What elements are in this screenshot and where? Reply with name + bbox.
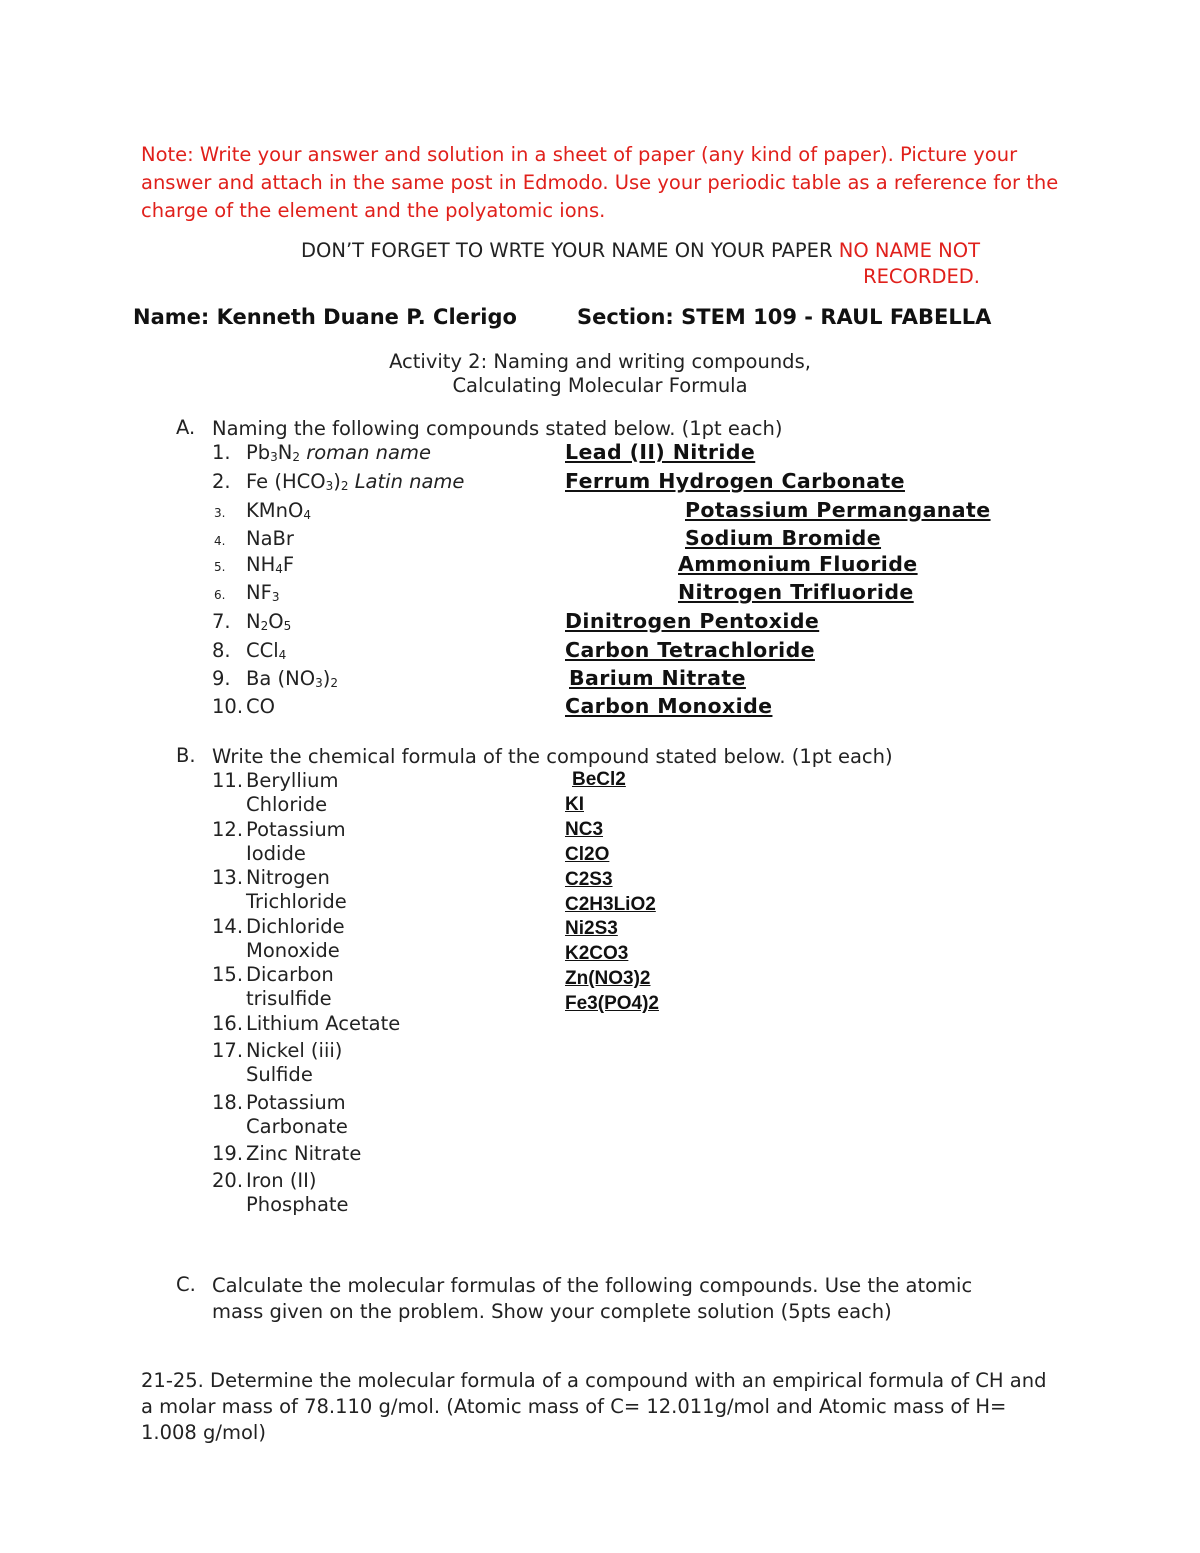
- item-number: 14.: [212, 915, 244, 938]
- item-number: 16.: [212, 1012, 244, 1035]
- question-line-cont: Phosphate: [246, 1193, 349, 1216]
- compound-formula: $N_2O_5$: [246, 610, 292, 633]
- compound-name-answer: Carbon Tetrachloride: [565, 638, 815, 662]
- formula-answer: Zn(NO3)2: [565, 968, 651, 989]
- compound-formula: CCl$_4$: [246, 639, 287, 662]
- question-line-cont: Carbonate: [246, 1115, 348, 1138]
- compound-name-question: [212, 1142, 432, 1166]
- item-number: 12.: [212, 818, 244, 841]
- formula-answer: KI: [565, 794, 584, 815]
- compound-name-answer: Dinitrogen Pentoxide: [565, 609, 820, 633]
- section-b-letter: B.: [176, 744, 196, 767]
- item-number: 15.: [212, 963, 244, 986]
- name-type-note: Latin name: [354, 470, 465, 493]
- item-number: 8.: [212, 639, 231, 662]
- item-number: 9.: [212, 667, 231, 690]
- compound-formula: Ba $(NO_3)_2$: [246, 667, 338, 690]
- instructions-note: Note: Write your answer and solution in a sheet of paper (any kind of paper). Picture your answer and attach in the same post in Edmodo. Use your periodic table as a reference for the charge of the element and the polyatomic ions.: [141, 143, 1059, 222]
- section-a-instruction: Naming the following compounds stated below. (1pt each): [212, 417, 783, 440]
- compound-name-question: [212, 963, 432, 1011]
- question-line: Zinc Nitrate: [246, 1142, 362, 1165]
- compound-name-question: [212, 1039, 432, 1087]
- section-b-instruction: Write the chemical formula of the compound stated below. (1pt each): [212, 745, 893, 768]
- compound-name-answer: Potassium Permanganate: [685, 498, 991, 522]
- compound-formula: $Pb_3N_2$ roman name: [246, 441, 431, 464]
- reminder-warning: NO NAME NOT: [838, 239, 980, 262]
- compound-name-question: [212, 769, 432, 817]
- formula-answer: C2S3: [565, 869, 613, 890]
- section-c-letter: C.: [176, 1273, 196, 1296]
- item-number: 7.: [212, 610, 231, 633]
- compound-name-question: [212, 1091, 432, 1139]
- item-number: 11.: [212, 769, 244, 792]
- compound-name-answer: Sodium Bromide: [685, 526, 882, 550]
- section-c-instruction: Calculate the molecular formulas of the following compounds. Use the atomic mass given on the problem. Show your complete solution (5pts each): [212, 1274, 973, 1323]
- compound-formula: CO: [246, 695, 275, 718]
- item-number: 1.: [212, 441, 231, 464]
- formula-answer: C2H3LiO2: [565, 894, 656, 915]
- compound-name-answer: Carbon Monoxide: [565, 694, 773, 718]
- student-section: Section: STEM 109 - RAUL FABELLA: [577, 305, 992, 329]
- compound-name-answer: Ammonium Fluoride: [678, 552, 918, 576]
- compound-name-question: [212, 915, 432, 963]
- compound-name-answer: Barium Nitrate: [569, 666, 746, 690]
- question-line: Potassium: [246, 1091, 346, 1114]
- name-type-note: roman name: [306, 441, 431, 464]
- formula-answer: Fe3(PO4)2: [565, 993, 659, 1014]
- question-line-cont: Iodide: [246, 842, 306, 865]
- activity-subtitle: Calculating Molecular Formula: [452, 374, 748, 397]
- compound-formula: Fe $(HCO_3)_2$ Latin name: [246, 470, 465, 493]
- reminder-text: DON’T FORGET TO WRTE YOUR NAME ON YOUR PAPER: [301, 239, 833, 262]
- compound-name-question: [212, 1169, 432, 1217]
- question-line: Dicarbon: [246, 963, 334, 986]
- item-number: 10.: [212, 695, 244, 718]
- question-line-cont: Chloride: [246, 793, 328, 816]
- question-line-cont: trisulfide: [246, 987, 332, 1010]
- item-number: 13.: [212, 866, 244, 889]
- item-number: 17.: [212, 1039, 244, 1062]
- compound-name-answer: Ferrum Hydrogen Carbonate: [565, 469, 905, 493]
- item-number: 3.: [214, 506, 226, 520]
- name-reminder: [150, 238, 980, 290]
- question-line: Potassium: [246, 818, 346, 841]
- item-number: 6.: [214, 588, 226, 602]
- question-line-cont: Monoxide: [246, 939, 340, 962]
- item-number: 20.: [212, 1169, 244, 1192]
- student-name: Name: Kenneth Duane P. Clerigo: [133, 305, 517, 329]
- formula-answer: Ni2S3: [565, 918, 618, 939]
- question-line-cont: Trichloride: [246, 890, 347, 913]
- question-line: Dichloride: [246, 915, 345, 938]
- item-number: 5.: [214, 560, 226, 574]
- question-line-cont: Sulfide: [246, 1063, 313, 1086]
- compound-name-answer: Nitrogen Trifluoride: [678, 580, 914, 604]
- compound-formula: NaBr: [246, 527, 294, 550]
- question-line: Iron (II): [246, 1169, 317, 1192]
- compound-name-question: [212, 818, 432, 866]
- question-line: Lithium Acetate: [246, 1012, 401, 1035]
- compound-name-answer: Lead (II) Nitride: [565, 440, 756, 464]
- item-number: 18.: [212, 1091, 244, 1114]
- question-line: Beryllium: [246, 769, 339, 792]
- formula-answer: Cl2O: [565, 844, 610, 865]
- compound-name-question: [212, 866, 432, 914]
- compound-formula: KMnO$_4$: [246, 499, 311, 522]
- problem-21-25: 21-25. Determine the molecular formula of a compound with an empirical formula of CH and a molar mass of 78.110 g/mol. (Atomic mass of C= 12.011g/mol and Atomic mass of H= 1.008 g/mol): [141, 1369, 1047, 1444]
- item-number: 19.: [212, 1142, 244, 1165]
- compound-formula: $NF_3$: [246, 581, 280, 604]
- question-line: Nitrogen: [246, 866, 330, 889]
- item-number: 2.: [212, 470, 231, 493]
- compound-name-question: [212, 1012, 432, 1036]
- formula-answer: BeCl2: [572, 769, 626, 790]
- section-a-letter: A.: [176, 416, 196, 439]
- activity-title: Activity 2: Naming and writing compounds,: [389, 350, 811, 373]
- formula-answer: NC3: [565, 819, 604, 840]
- item-number: 4.: [214, 534, 226, 548]
- formula-answer: K2CO3: [565, 943, 629, 964]
- compound-formula: $NH_4F$: [246, 553, 295, 576]
- question-line: Nickel (iii): [246, 1039, 343, 1062]
- reminder-warning-cont: RECORDED.: [863, 265, 980, 288]
